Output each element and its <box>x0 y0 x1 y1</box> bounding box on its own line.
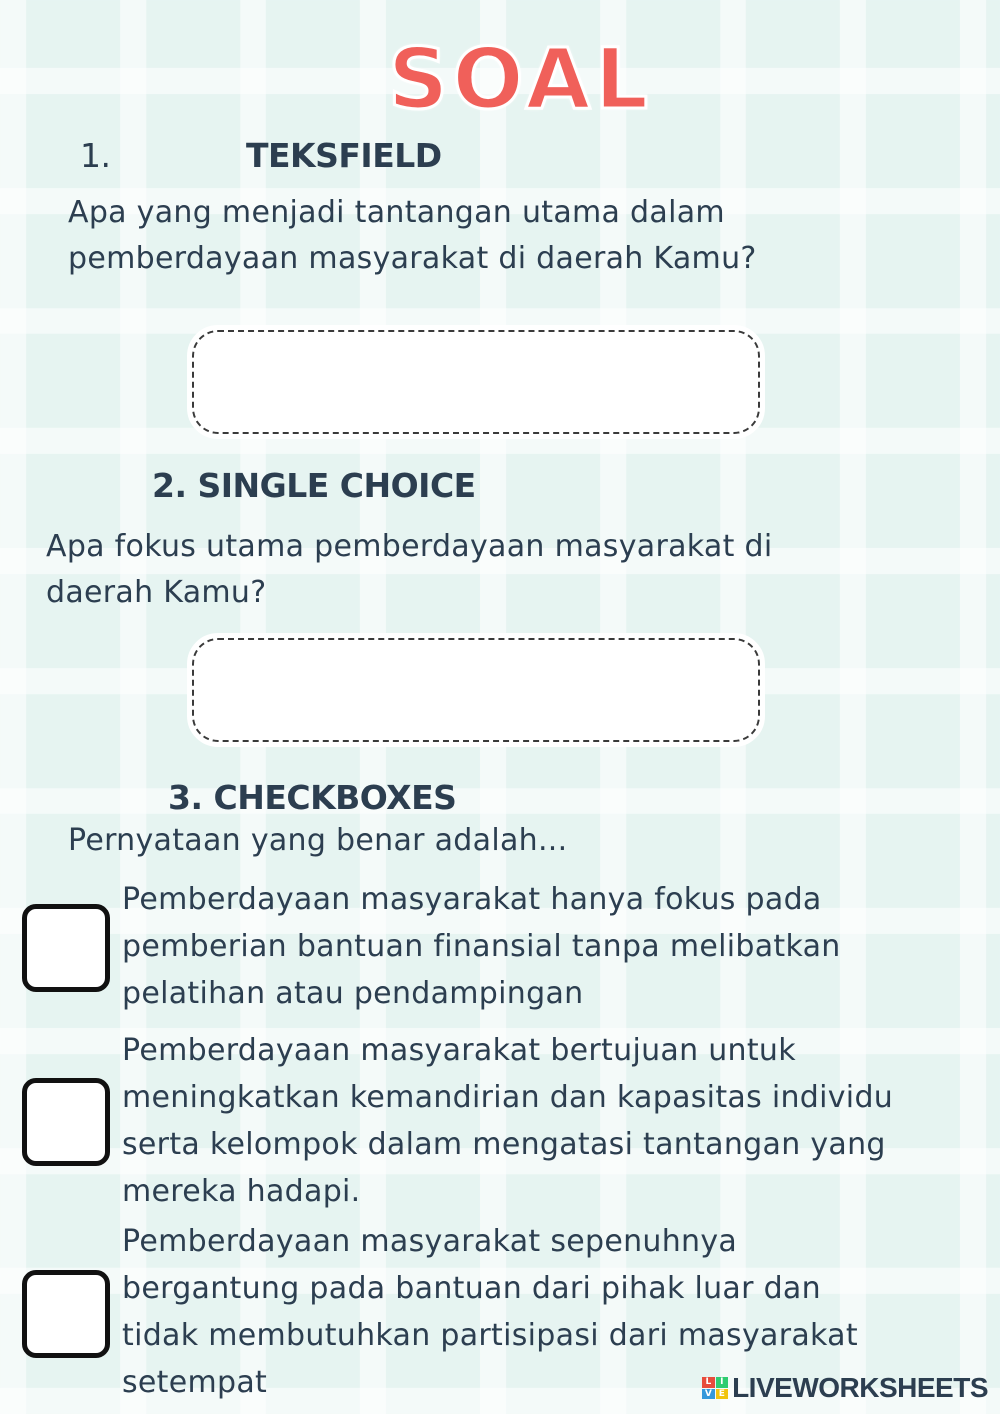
option-line: Pemberdayaan masyarakat bertujuan untuk <box>122 1033 796 1068</box>
q1-answer-field[interactable] <box>192 330 760 434</box>
brand-text: LIVEWORKSHEETS <box>732 1372 988 1403</box>
liveworksheets-logo-icon <box>702 1377 728 1399</box>
q2-question-line: Apa fokus utama pemberdayaan masyarakat di <box>46 529 773 564</box>
logo-letter: E <box>716 1389 729 1400</box>
q1-question <box>68 190 757 282</box>
logo-letter: L <box>702 1377 715 1388</box>
q2-answer-field[interactable] <box>192 638 760 742</box>
q2-question-line: daerah Kamu? <box>46 575 267 610</box>
option-line: pemberian bantuan finansial tanpa melibatkan <box>122 929 841 964</box>
logo-letter: I <box>716 1377 729 1388</box>
option-2-checkbox[interactable] <box>22 1078 110 1166</box>
option-line: Pemberdayaan masyarakat hanya fokus pada <box>122 882 822 917</box>
option-line: bergantung pada bantuan dari pihak luar dan <box>122 1271 821 1306</box>
option-1-checkbox[interactable] <box>22 904 110 992</box>
option-line: setempat <box>122 1365 268 1400</box>
q2-question <box>46 524 772 616</box>
option-2-text <box>122 1027 997 1215</box>
q2-heading: 2. SINGLE CHOICE <box>152 466 476 505</box>
q1-number: 1. <box>80 136 111 175</box>
option-line: meningkatkan kemandirian dan kapasitas individu <box>122 1080 894 1115</box>
q1-question-line: pemberdayaan masyarakat di daerah Kamu? <box>68 241 757 276</box>
logo-letter: V <box>702 1389 715 1400</box>
liveworksheets-brand <box>702 1372 988 1404</box>
q1-heading: TEKSFIELD <box>246 136 442 175</box>
option-line: tidak membutuhkan partisipasi dari masyarakat <box>122 1318 858 1353</box>
option-3-checkbox[interactable] <box>22 1270 110 1358</box>
option-line: Pemberdayaan masyarakat sepenuhnya <box>122 1224 738 1259</box>
option-line: serta kelompok dalam mengatasi tantangan yang <box>122 1127 886 1162</box>
page-title: SOAL <box>387 30 653 128</box>
q1-question-line: Apa yang menjadi tantangan utama dalam <box>68 195 725 230</box>
q3-prompt: Pernyataan yang benar adalah... <box>68 823 568 858</box>
option-line: pelatihan atau pendampingan <box>122 976 584 1011</box>
option-line: mereka hadapi. <box>122 1174 361 1209</box>
q3-heading: 3. CHECKBOXES <box>168 778 457 817</box>
option-1-text <box>122 876 997 1017</box>
